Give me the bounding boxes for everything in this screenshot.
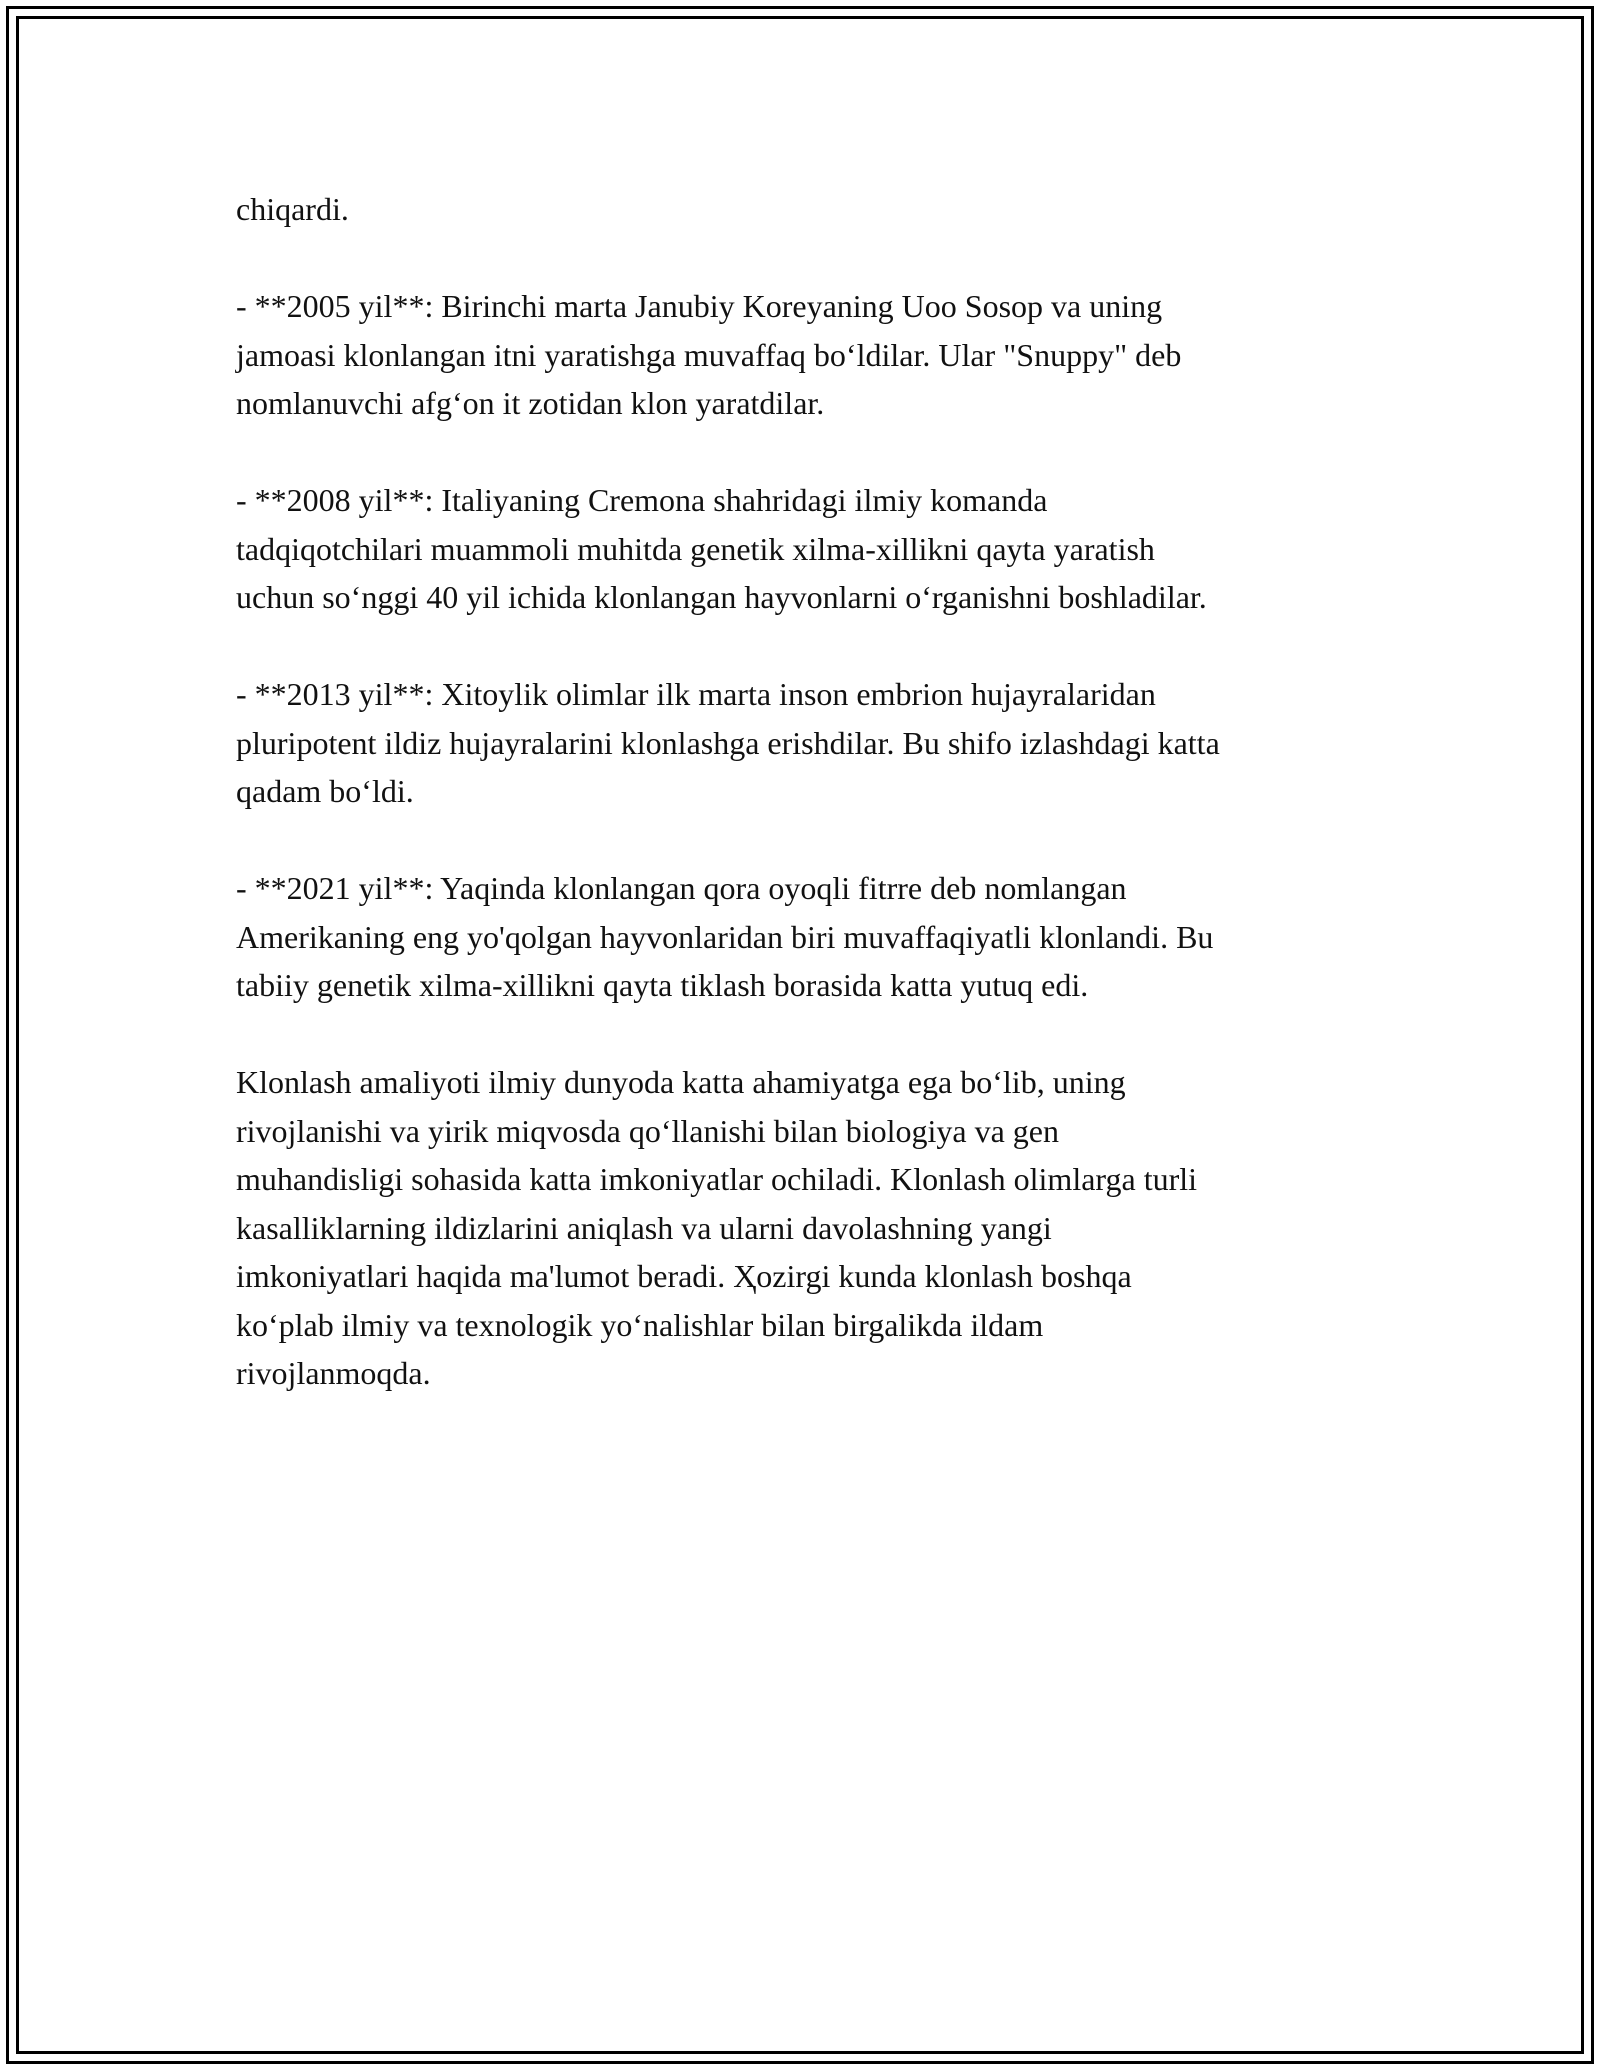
paragraph-continuation: chiqardi. xyxy=(236,191,349,227)
paragraph-2005: - **2005 yil**: Birinchi marta Janubiy Koreyaning Uoo Sosop va uning jamoasi klonlangan itni yaratishga muvaffaq boʻldilar. Ular "Snuppy" deb nomlanuvchi afgʻon it zotidan klon yaratdilar. xyxy=(236,288,1182,421)
paragraph-conclusion: Klonlash amaliyoti ilmiy dunyoda katta ahamiyatga ega boʻlib, uning rivojlanishi va yirik miqvosda qoʻllanishi bilan biologiya va gen muhandisligi sohasida katta imkoniyatlar ochiladi. Klonlash olimlarga turli kasalliklarning ildizlarini aniqlash va ularni davolashning yangi imkoniyatlari haqida ma'lumot beradi. Ҳozirgi kunda klonlash boshqa koʻplab ilmiy va texnologik yoʻnalishlar bilan birgalikda ildam rivojlanmoqda. xyxy=(236,1064,1198,1391)
paragraph-2021: - **2021 yil**: Yaqinda klonlangan qora oyoqli fitrre deb nomlangan Amerikaning eng yo'qolgan hayvonlaridan biri muvaffaqiyatli klonlandi. Bu tabiiy genetik xilma-xillikni qayta tiklash borasida katta yutuq edi. xyxy=(236,870,1214,1003)
paragraph-2013: - **2013 yil**: Xitoylik olimlar ilk marta inson embrion hujayralaridan pluripotent ildiz hujayralarini klonlashga erishdilar. Bu shifo izlashdagi katta qadam boʻldi. xyxy=(236,676,1220,809)
document-body xyxy=(236,185,1376,1398)
paragraph-2008: - **2008 yil**: Italiyaning Cremona shahridagi ilmiy komanda tadqiqotchilari muammoli muhitda genetik xilma-xillikni qayta yaratish uchun soʻnggi 40 yil ichida klonlangan hayvonlarni oʻrganishni boshladilar. xyxy=(236,482,1207,615)
